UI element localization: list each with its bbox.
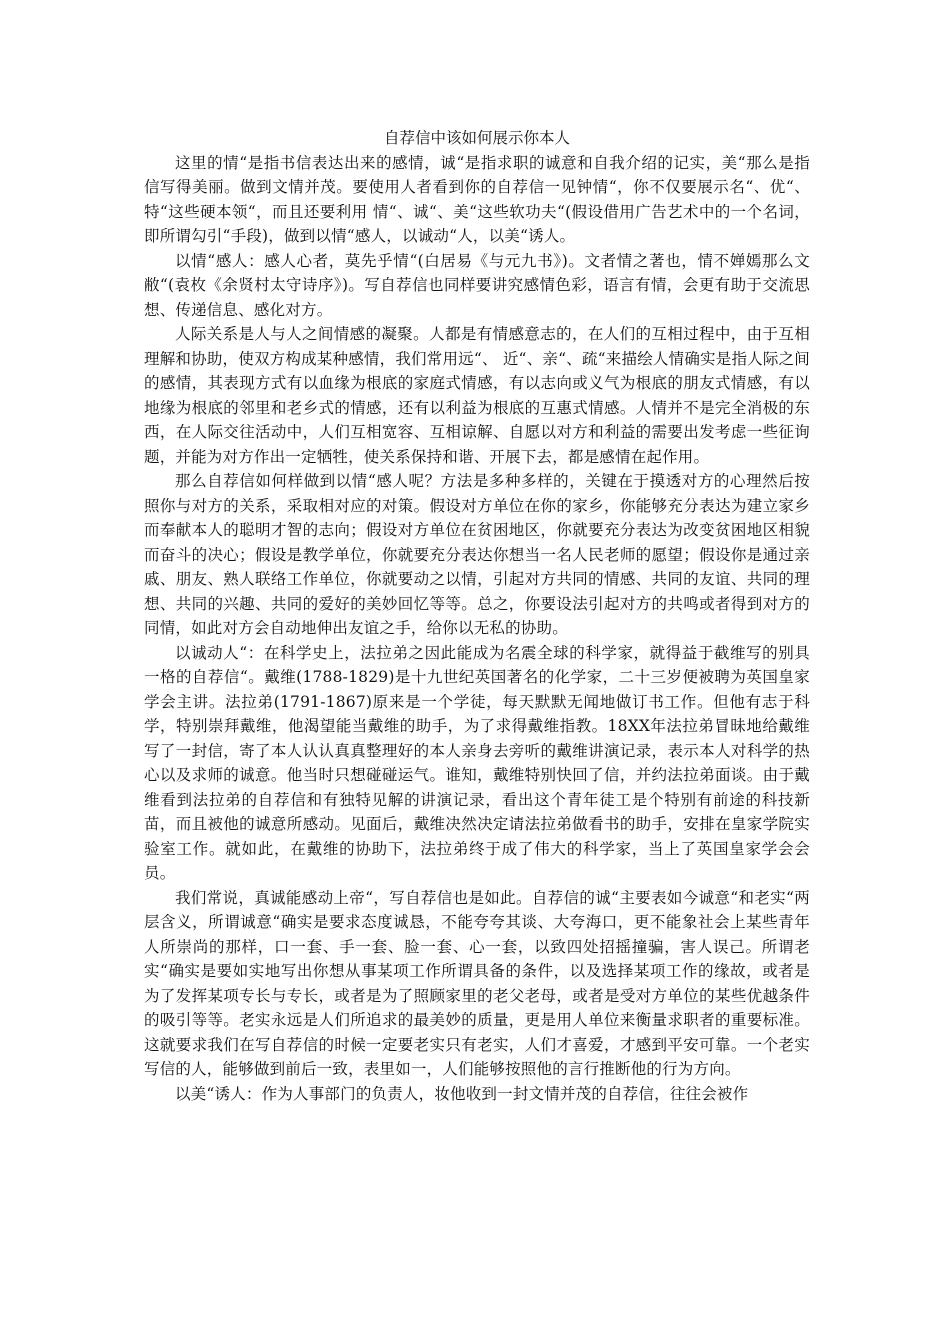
paragraph-2: 以情“感人：感人心者，莫先乎情“(白居易《与元九书》)。文者情之著也，情不婵嫣那么文敝“(袁枚《余贤村太守诗序》)。写自荐信也同样要讲究感情色彩，语言有情，会更有助于交流思想、传递信息、感化对方。 xyxy=(144,251,810,319)
paragraph-3: 人际关系是人与人之间情感的凝聚。人都是有情感意志的，在人们的互相过程中，由于互相理解和协助，使双方构成某种感情，我们常用远“、 近“、亲“、疏“来描绘人情确实是指人际之间的感情，其表现方式有以血缘为根底的家庭式情感，有以志向或义气为根底的朋友式情感，有以地缘为根底的邻里和老乡式的情感，还有以利益为根底的互惠式情感。人情并不是完全消极的东西，在人际交往活动中，人们互相宽容、互相谅解、自愿以对方和利益的需要出发考虑一些征询题，并能为对方作出一定牺牲，使关系保持和谐、开展下去，都是感情在起作用。 xyxy=(144,325,810,466)
paragraph-7: 以美“诱人：作为人事部门的负责人，妆他收到一封文情并茂的自荐信，往往会被作 xyxy=(175,1084,749,1103)
paragraph-6: 我们常说，真诚能感动上帝“，写自荐信也是如此。自荐信的诚“主要表如今诚意“和老实“两层含义，所谓诚意“确实是要求态度诚恳，不能夸夸其谈、大夸海口，更不能象社会上某些青年人所崇尚的那样，口一套、手一套、脸一套、心一套，以致四处招摇撞骗，害人误己。所谓老实“确实是要如实地写出你想从事某项工作所谓具备的条件，以及选择某项工作的缘故，或者是为了发挥某项专长与专长，或者是为了照顾家里的老父老母，或者是受对方单位的某些优越条件的吸引等等。老实永远是人们所追求的最美妙的质量，更是用人单位来衡量求职者的重要标准。这就要求我们在写自荐信的时候一定要老实只有老实，人们才喜爱，才感到平安可靠。一个老实写信的人，能够做到前后一致，表里如一，人们能够按照他的言行推断他的行为方向。 xyxy=(144,888,810,1078)
paragraph-5: 以诚动人“：在科学史上，法拉弟之因此能成为名震全球的科学家，就得益于截维写的别具一格的自荐信“。戴维(1788-1829)是十九世纪英国著名的化学家，二十三岁便被聘为英国皇家学会主讲。法拉弟(1791-1867)原来是一个学徒，每天默默无闻地做订书工作。但他有志于科学，特别崇拜戴维，他渴望能当戴维的助手，为了求得戴维指教。18XX年法拉弟冒昧地给戴维写了一封信，寄了本人认认真真整理好的本人亲身去旁听的戴维讲演记录，表示本人对科学的热心以及求师的诚意。他当时只想碰碰运气。谁知，戴维特别快回了信，并约法拉弟面谈。由于戴维看到法拉弟的自荐信和有独特见解的讲演记录，看出这个青年徒工是个特别有前途的科技新苗，而且被他的诚意所感动。见面后，戴维决然决定请法拉弟做看书的助手，安排在皇家学院实验室工作。就如此，在戴维的协助下，法拉弟终于成了伟大的科学家，当上了英国皇家学会会员。 xyxy=(144,643,810,882)
paragraph-4: 那么自荐信如何样做到以情“感人呢？方法是多种多样的，关键在于摸透对方的心理然后按照你与对方的关系，采取相对应的对策。假设对方单位在你的家乡，你能够充分表达为建立家乡而奉献本人的聪明才智的志向；假设对方单位在贫困地区，你就要充分表达为改变贫困地区相貌而奋斗的决心；假设是教学单位，你就要充分表达你想当一名人民老师的愿望；假设你是通过亲戚、朋友、熟人联络工作单位，你就要动之以情，引起对方共同的情感、共同的友谊、共同的理想、共同的兴趣、共同的爱好的美妙回忆等等。总之，你要设法引起对方的共鸣或者得到对方的同情，如此对方会自动地伸出友谊之手，给你以无私的协助。 xyxy=(144,472,810,637)
paragraph-1: 这里的情“是指书信表达出来的感情，诚“是指求职的诚意和自我介绍的记实，美“那么是指信写得美丽。做到文情并茂。要使用人者看到你的自荐信一见钟情“，你不仅要展示名“、优“、特“这些硬本领“，而且还要利用 情“、诚“、美“这些软功夫“(假设借用广告艺术中的一个名词，即所谓勾引“手段)，做到以情“感人，以诚动“人，以美“诱人。 xyxy=(144,153,810,245)
document-page xyxy=(144,126,810,1106)
document-title: 自荐信中该如何展示你本人 xyxy=(383,129,570,147)
